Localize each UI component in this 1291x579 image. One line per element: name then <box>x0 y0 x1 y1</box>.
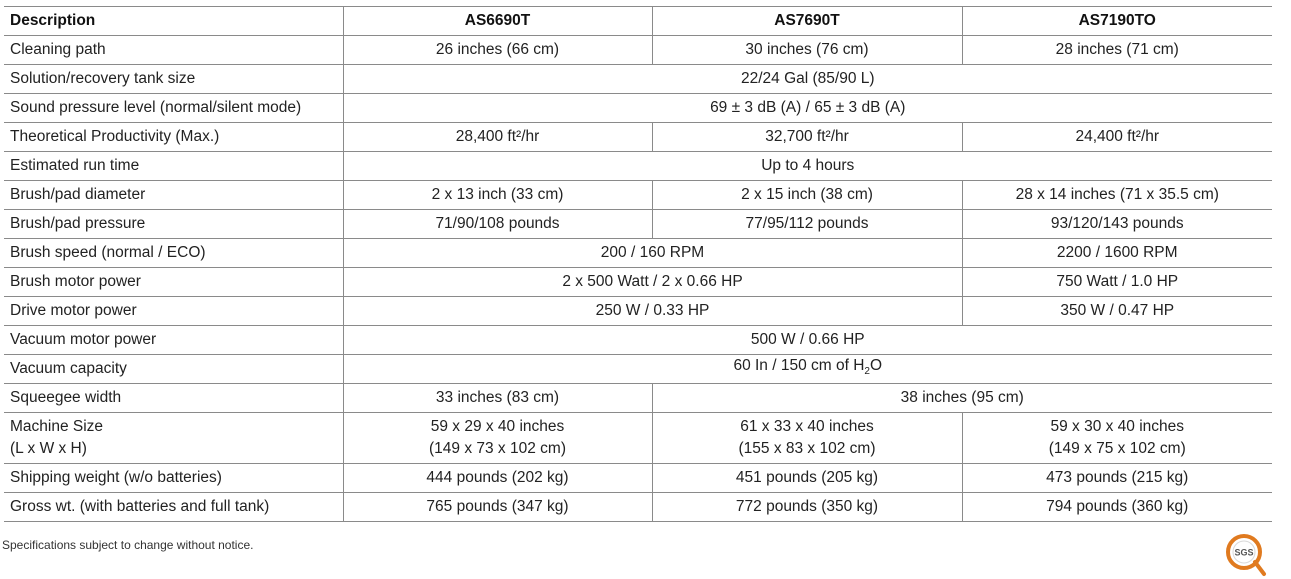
value-line: 59 x 30 x 40 inches <box>1050 418 1185 436</box>
table-row <box>4 65 1272 94</box>
table-row <box>4 94 1272 123</box>
row-label: Vacuum motor power <box>4 326 343 355</box>
label-line: (L x W x H) <box>10 440 87 458</box>
cell-value: 794 pounds (360 kg) <box>962 493 1272 522</box>
cell-value: 473 pounds (215 kg) <box>962 464 1272 493</box>
table-row <box>4 297 1272 326</box>
cell-value: 200 / 160 RPM <box>343 239 962 268</box>
table-row <box>4 36 1272 65</box>
cell-value: 71/90/108 pounds <box>343 210 652 239</box>
row-label: Brush motor power <box>4 268 343 297</box>
cell-value <box>343 413 652 464</box>
cell-value: 765 pounds (347 kg) <box>343 493 652 522</box>
value-suffix: O <box>869 357 883 374</box>
table-row <box>4 493 1272 522</box>
header-row <box>4 7 1272 36</box>
cell-value: 2 x 13 inch (33 cm) <box>343 181 652 210</box>
cell-value: 451 pounds (205 kg) <box>652 464 962 493</box>
sgs-logo-icon <box>1224 532 1274 578</box>
row-label: Brush/pad diameter <box>4 181 343 210</box>
table-row <box>4 268 1272 297</box>
row-label: Estimated run time <box>4 152 343 181</box>
table-row <box>4 355 1272 384</box>
row-label: Shipping weight (w/o batteries) <box>4 464 343 493</box>
row-label: Cleaning path <box>4 36 343 65</box>
table-row <box>4 326 1272 355</box>
footnote: Specifications subject to change without notice. <box>2 538 254 552</box>
table-row <box>4 464 1272 493</box>
spec-table <box>4 6 1272 522</box>
row-label: Solution/recovery tank size <box>4 65 343 94</box>
table-row <box>4 123 1272 152</box>
logo-text: SGS <box>1234 547 1254 558</box>
cell-value: 93/120/143 pounds <box>962 210 1272 239</box>
value-subscript: 2 <box>864 366 870 378</box>
cell-value <box>343 355 1272 384</box>
row-label: Brush speed (normal / ECO) <box>4 239 343 268</box>
cell-value: 28 x 14 inches (71 x 35.5 cm) <box>962 181 1272 210</box>
cell-value: 33 inches (83 cm) <box>343 384 652 413</box>
cell-value: Up to 4 hours <box>343 152 1272 181</box>
table-row <box>4 384 1272 413</box>
header-model-1: AS6690T <box>343 7 652 36</box>
label-line: Machine Size <box>10 418 104 436</box>
cell-value: 2 x 500 Watt / 2 x 0.66 HP <box>343 268 962 297</box>
cell-value: 38 inches (95 cm) <box>652 384 1272 413</box>
header-model-3: AS7190TO <box>962 7 1272 36</box>
cell-value: 22/24 Gal (85/90 L) <box>343 65 1272 94</box>
table-row <box>4 152 1272 181</box>
cell-value: 30 inches (76 cm) <box>652 36 962 65</box>
cell-value: 250 W / 0.33 HP <box>343 297 962 326</box>
cell-value: 77/95/112 pounds <box>652 210 962 239</box>
cell-value: 772 pounds (350 kg) <box>652 493 962 522</box>
cell-value <box>962 413 1272 464</box>
row-label: Brush/pad pressure <box>4 210 343 239</box>
value-line: 61 x 33 x 40 inches <box>740 418 874 436</box>
cell-value: 750 Watt / 1.0 HP <box>962 268 1272 297</box>
cell-value: 32,700 ft²/hr <box>652 123 962 152</box>
cell-value: 350 W / 0.47 HP <box>962 297 1272 326</box>
value-line: (149 x 73 x 102 cm) <box>429 440 566 458</box>
table-row <box>4 210 1272 239</box>
row-label: Theoretical Productivity (Max.) <box>4 123 343 152</box>
cell-value: 26 inches (66 cm) <box>343 36 652 65</box>
value-prefix: 60 In / 150 cm of H <box>733 357 865 374</box>
row-label: Drive motor power <box>4 297 343 326</box>
row-label: Sound pressure level (normal/silent mode) <box>4 94 343 123</box>
value-line: (155 x 83 x 102 cm) <box>738 440 876 458</box>
cell-value: 28,400 ft²/hr <box>343 123 652 152</box>
header-model-2: AS7690T <box>652 7 962 36</box>
cell-value <box>652 413 962 464</box>
table-row <box>4 239 1272 268</box>
cell-value: 2 x 15 inch (38 cm) <box>652 181 962 210</box>
cell-value: 444 pounds (202 kg) <box>343 464 652 493</box>
value-line: (149 x 75 x 102 cm) <box>1048 440 1186 458</box>
row-label: Squeegee width <box>4 384 343 413</box>
table-row <box>4 413 1272 464</box>
cell-value: 500 W / 0.66 HP <box>343 326 1272 355</box>
cell-value: 2200 / 1600 RPM <box>962 239 1272 268</box>
header-description: Description <box>4 7 343 36</box>
value-line: 59 x 29 x 40 inches <box>430 418 565 436</box>
cell-value: 69 ± 3 dB (A) / 65 ± 3 dB (A) <box>343 94 1272 123</box>
row-label: Gross wt. (with batteries and full tank) <box>4 493 343 522</box>
row-label: Vacuum capacity <box>4 355 343 384</box>
row-label <box>4 413 343 464</box>
table-row <box>4 181 1272 210</box>
cell-value: 24,400 ft²/hr <box>962 123 1272 152</box>
cell-value: 28 inches (71 cm) <box>962 36 1272 65</box>
